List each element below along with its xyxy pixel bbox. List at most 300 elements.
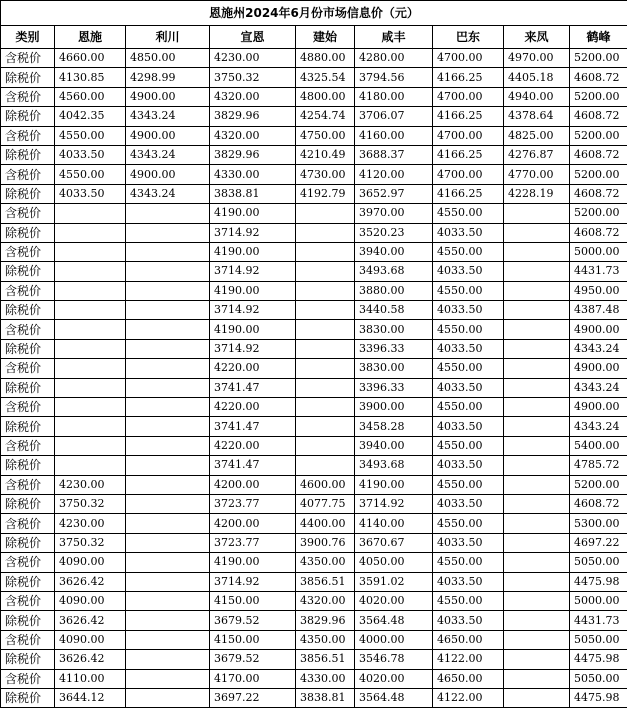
cell-enshi: 4660.00 [55,49,126,68]
table-row [1,475,627,494]
cell-lichuan [126,514,210,533]
cell-category: 含税价 [1,242,55,261]
cell-hefeng: 4608.72 [570,107,627,126]
table-row [1,320,627,339]
cell-lichuan: 4343.24 [126,184,210,203]
cell-badong: 4550.00 [433,204,504,223]
cell-xianfeng: 3794.56 [355,68,433,87]
cell-category: 除税价 [1,68,55,87]
table-row [1,359,627,378]
table-row [1,204,627,223]
cell-laifeng [504,611,570,630]
cell-xianfeng: 3706.07 [355,107,433,126]
cell-laifeng: 4940.00 [504,87,570,106]
table-row [1,184,627,203]
cell-jianshi: 3838.81 [296,688,355,707]
cell-lichuan: 4298.99 [126,68,210,87]
cell-hefeng: 5200.00 [570,204,627,223]
table-body [1,49,627,708]
cell-jianshi: 4350.00 [296,630,355,649]
cell-xuanen: 4190.00 [210,242,296,261]
cell-badong: 4550.00 [433,436,504,455]
cell-category: 除税价 [1,688,55,707]
cell-enshi [55,262,126,281]
cell-hefeng: 5200.00 [570,165,627,184]
cell-jianshi: 4350.00 [296,553,355,572]
cell-category: 含税价 [1,359,55,378]
cell-enshi: 4550.00 [55,126,126,145]
cell-badong: 4033.50 [433,533,504,552]
cell-category: 除税价 [1,494,55,513]
cell-badong: 4166.25 [433,107,504,126]
table-row [1,630,627,649]
cell-category: 除税价 [1,378,55,397]
cell-laifeng [504,669,570,688]
cell-badong: 4550.00 [433,320,504,339]
cell-jianshi: 4880.00 [296,49,355,68]
cell-xuanen: 3714.92 [210,572,296,591]
cell-category: 含税价 [1,436,55,455]
cell-category: 含税价 [1,514,55,533]
table-row [1,398,627,417]
cell-xianfeng: 4180.00 [355,87,433,106]
cell-badong: 4550.00 [433,514,504,533]
cell-laifeng [504,359,570,378]
cell-hefeng: 4900.00 [570,398,627,417]
cell-xuanen: 3697.22 [210,688,296,707]
cell-lichuan [126,417,210,436]
cell-hefeng: 4431.73 [570,611,627,630]
cell-laifeng [504,398,570,417]
cell-xianfeng: 3493.68 [355,262,433,281]
cell-hefeng: 5050.00 [570,630,627,649]
cell-badong: 4033.50 [433,339,504,358]
table-title: 恩施州2024年6月份市场信息价（元） [0,0,627,25]
cell-hefeng: 4608.72 [570,68,627,87]
cell-laifeng [504,301,570,320]
cell-xuanen: 4320.00 [210,87,296,106]
cell-jianshi [296,436,355,455]
cell-lichuan: 4343.24 [126,107,210,126]
cell-laifeng [504,204,570,223]
cell-xianfeng: 4190.00 [355,475,433,494]
cell-jianshi [296,417,355,436]
cell-jianshi [296,223,355,242]
cell-xuanen: 3829.96 [210,145,296,164]
cell-lichuan [126,398,210,417]
cell-xuanen: 3714.92 [210,262,296,281]
cell-laifeng: 4228.19 [504,184,570,203]
cell-lichuan [126,301,210,320]
cell-xianfeng: 4280.00 [355,49,433,68]
cell-lichuan [126,553,210,572]
header-xianfeng: 咸丰 [355,26,433,49]
cell-hefeng: 4475.98 [570,688,627,707]
cell-hefeng: 4431.73 [570,262,627,281]
cell-laifeng [504,494,570,513]
cell-lichuan [126,688,210,707]
cell-jianshi [296,320,355,339]
cell-lichuan [126,204,210,223]
cell-xianfeng: 3970.00 [355,204,433,223]
cell-lichuan [126,533,210,552]
cell-category: 除税价 [1,650,55,669]
cell-xuanen: 3714.92 [210,223,296,242]
cell-enshi: 4110.00 [55,669,126,688]
cell-enshi: 4550.00 [55,165,126,184]
cell-laifeng [504,475,570,494]
header-badong: 巴东 [433,26,504,49]
cell-jianshi: 4325.54 [296,68,355,87]
cell-xianfeng: 3940.00 [355,436,433,455]
cell-xianfeng: 3564.48 [355,688,433,707]
cell-hefeng: 4387.48 [570,301,627,320]
cell-hefeng: 5000.00 [570,242,627,261]
table-row [1,223,627,242]
cell-lichuan [126,456,210,475]
header-category: 类别 [1,26,55,49]
cell-laifeng [504,456,570,475]
cell-hefeng: 4608.72 [570,145,627,164]
table-row [1,301,627,320]
cell-lichuan [126,359,210,378]
cell-enshi [55,320,126,339]
cell-xianfeng: 3830.00 [355,320,433,339]
cell-badong: 4122.00 [433,688,504,707]
cell-xianfeng: 3493.68 [355,456,433,475]
cell-enshi [55,417,126,436]
cell-category: 除税价 [1,107,55,126]
table-row [1,242,627,261]
cell-xianfeng: 4000.00 [355,630,433,649]
cell-xianfeng: 3564.48 [355,611,433,630]
cell-category: 含税价 [1,126,55,145]
cell-lichuan: 4900.00 [126,165,210,184]
cell-jianshi [296,339,355,358]
cell-badong: 4033.50 [433,417,504,436]
cell-xuanen: 3741.47 [210,378,296,397]
cell-lichuan [126,378,210,397]
cell-category: 含税价 [1,87,55,106]
cell-laifeng [504,223,570,242]
cell-category: 含税价 [1,669,55,688]
cell-jianshi: 4330.00 [296,669,355,688]
cell-xianfeng: 4020.00 [355,669,433,688]
cell-laifeng [504,378,570,397]
cell-hefeng: 4475.98 [570,650,627,669]
cell-lichuan [126,572,210,591]
cell-xuanen: 3741.47 [210,417,296,436]
cell-laifeng [504,262,570,281]
cell-category: 除税价 [1,339,55,358]
cell-hefeng: 4608.72 [570,223,627,242]
cell-hefeng: 5200.00 [570,49,627,68]
cell-hefeng: 4608.72 [570,494,627,513]
cell-lichuan [126,611,210,630]
cell-xuanen: 4150.00 [210,630,296,649]
table-row [1,339,627,358]
cell-jianshi [296,204,355,223]
cell-laifeng [504,514,570,533]
cell-lichuan [126,650,210,669]
cell-badong: 4033.50 [433,378,504,397]
table-row [1,126,627,145]
cell-jianshi: 4320.00 [296,591,355,610]
cell-enshi: 4033.50 [55,145,126,164]
cell-lichuan [126,630,210,649]
cell-hefeng: 5050.00 [570,553,627,572]
header-laifeng: 来凤 [504,26,570,49]
cell-badong: 4700.00 [433,165,504,184]
cell-enshi: 4130.85 [55,68,126,87]
cell-jianshi: 4800.00 [296,87,355,106]
cell-lichuan [126,281,210,300]
cell-jianshi: 4730.00 [296,165,355,184]
cell-enshi: 4033.50 [55,184,126,203]
header-enshi: 恩施 [55,26,126,49]
cell-xuanen: 4220.00 [210,359,296,378]
cell-hefeng: 5000.00 [570,591,627,610]
table-row [1,611,627,630]
cell-badong: 4033.50 [433,456,504,475]
cell-badong: 4650.00 [433,630,504,649]
cell-badong: 4550.00 [433,359,504,378]
cell-laifeng: 4825.00 [504,126,570,145]
cell-xianfeng: 3830.00 [355,359,433,378]
cell-hefeng: 4343.24 [570,417,627,436]
cell-badong: 4550.00 [433,281,504,300]
cell-laifeng [504,339,570,358]
cell-category: 含税价 [1,398,55,417]
table-row [1,591,627,610]
cell-category: 含税价 [1,320,55,339]
cell-xuanen: 3679.52 [210,611,296,630]
table-row [1,262,627,281]
cell-hefeng: 4900.00 [570,359,627,378]
cell-jianshi: 4077.75 [296,494,355,513]
cell-jianshi [296,378,355,397]
cell-badong: 4033.50 [433,611,504,630]
table-row [1,494,627,513]
cell-lichuan [126,669,210,688]
cell-hefeng: 4343.24 [570,378,627,397]
cell-category: 含税价 [1,630,55,649]
cell-xianfeng: 4050.00 [355,553,433,572]
cell-lichuan [126,339,210,358]
cell-jianshi: 3900.76 [296,533,355,552]
cell-hefeng: 5200.00 [570,87,627,106]
cell-enshi: 4090.00 [55,553,126,572]
cell-jianshi: 4750.00 [296,126,355,145]
cell-laifeng [504,242,570,261]
cell-hefeng: 5200.00 [570,475,627,494]
cell-enshi [55,204,126,223]
cell-hefeng: 5400.00 [570,436,627,455]
header-jianshi: 建始 [296,26,355,49]
cell-laifeng: 4276.87 [504,145,570,164]
cell-badong: 4650.00 [433,669,504,688]
cell-xianfeng: 3670.67 [355,533,433,552]
cell-jianshi [296,281,355,300]
cell-xianfeng: 4120.00 [355,165,433,184]
cell-lichuan [126,262,210,281]
table-row [1,650,627,669]
cell-enshi: 4090.00 [55,591,126,610]
cell-laifeng: 4770.00 [504,165,570,184]
cell-xuanen: 3829.96 [210,107,296,126]
cell-category: 除税价 [1,184,55,203]
cell-laifeng [504,591,570,610]
cell-jianshi: 4210.49 [296,145,355,164]
cell-jianshi [296,242,355,261]
cell-enshi [55,301,126,320]
cell-enshi: 3626.42 [55,572,126,591]
table-row [1,87,627,106]
cell-lichuan [126,320,210,339]
cell-enshi [55,339,126,358]
cell-xuanen: 4320.00 [210,126,296,145]
cell-laifeng [504,650,570,669]
cell-hefeng: 4475.98 [570,572,627,591]
cell-category: 除税价 [1,145,55,164]
cell-lichuan: 4850.00 [126,49,210,68]
table-row [1,514,627,533]
cell-jianshi [296,262,355,281]
cell-lichuan: 4343.24 [126,145,210,164]
cell-laifeng [504,572,570,591]
cell-hefeng: 5300.00 [570,514,627,533]
cell-category: 除税价 [1,301,55,320]
cell-enshi: 4042.35 [55,107,126,126]
cell-hefeng: 4950.00 [570,281,627,300]
cell-xianfeng: 3880.00 [355,281,433,300]
table-row [1,145,627,164]
cell-hefeng: 5200.00 [570,126,627,145]
table-row [1,107,627,126]
cell-badong: 4550.00 [433,591,504,610]
cell-enshi [55,398,126,417]
cell-laifeng [504,533,570,552]
cell-category: 除税价 [1,572,55,591]
cell-category: 含税价 [1,591,55,610]
cell-xuanen: 3714.92 [210,339,296,358]
cell-jianshi [296,359,355,378]
cell-jianshi: 4254.74 [296,107,355,126]
cell-badong: 4166.25 [433,68,504,87]
cell-enshi [55,281,126,300]
cell-hefeng: 4608.72 [570,184,627,203]
cell-hefeng: 4900.00 [570,320,627,339]
table-row [1,68,627,87]
cell-xuanen: 3750.32 [210,68,296,87]
cell-hefeng: 4697.22 [570,533,627,552]
cell-enshi: 4230.00 [55,475,126,494]
cell-laifeng [504,281,570,300]
cell-xianfeng: 3591.02 [355,572,433,591]
cell-xianfeng: 3652.97 [355,184,433,203]
cell-xuanen: 3723.77 [210,533,296,552]
cell-badong: 4033.50 [433,301,504,320]
cell-xuanen: 4170.00 [210,669,296,688]
cell-enshi [55,359,126,378]
cell-xuanen: 4200.00 [210,475,296,494]
table-row [1,688,627,707]
cell-category: 除税价 [1,611,55,630]
cell-lichuan [126,591,210,610]
cell-category: 含税价 [1,49,55,68]
cell-xuanen: 4230.00 [210,49,296,68]
cell-badong: 4033.50 [433,262,504,281]
cell-laifeng [504,630,570,649]
cell-xianfeng: 4140.00 [355,514,433,533]
cell-badong: 4033.50 [433,223,504,242]
cell-xuanen: 3838.81 [210,184,296,203]
cell-laifeng [504,417,570,436]
cell-jianshi [296,456,355,475]
cell-lichuan [126,242,210,261]
cell-xianfeng: 3396.33 [355,339,433,358]
cell-lichuan: 4900.00 [126,126,210,145]
cell-enshi: 4090.00 [55,630,126,649]
cell-xianfeng: 3520.23 [355,223,433,242]
cell-category: 含税价 [1,204,55,223]
cell-badong: 4550.00 [433,398,504,417]
cell-enshi: 3626.42 [55,611,126,630]
cell-enshi: 3626.42 [55,650,126,669]
cell-badong: 4166.25 [433,145,504,164]
cell-xuanen: 4190.00 [210,320,296,339]
cell-lichuan [126,494,210,513]
cell-category: 除税价 [1,456,55,475]
cell-xuanen: 3741.47 [210,456,296,475]
cell-badong: 4550.00 [433,475,504,494]
cell-hefeng: 4343.24 [570,339,627,358]
cell-hefeng: 4785.72 [570,456,627,475]
table-row [1,378,627,397]
cell-laifeng: 4970.00 [504,49,570,68]
cell-category: 含税价 [1,281,55,300]
cell-lichuan [126,475,210,494]
cell-badong: 4122.00 [433,650,504,669]
cell-jianshi: 3856.51 [296,650,355,669]
cell-laifeng [504,436,570,455]
cell-xuanen: 4190.00 [210,553,296,572]
cell-laifeng: 4405.18 [504,68,570,87]
cell-badong: 4700.00 [433,49,504,68]
cell-xianfeng: 4020.00 [355,591,433,610]
cell-lichuan [126,436,210,455]
cell-badong: 4033.50 [433,572,504,591]
header-row [1,26,627,49]
cell-jianshi: 3829.96 [296,611,355,630]
cell-lichuan: 4900.00 [126,87,210,106]
cell-jianshi: 3856.51 [296,572,355,591]
cell-jianshi [296,398,355,417]
cell-xuanen: 3714.92 [210,301,296,320]
cell-enshi: 3750.32 [55,494,126,513]
header-xuanen: 宣恩 [210,26,296,49]
cell-xuanen: 3723.77 [210,494,296,513]
cell-enshi: 3750.32 [55,533,126,552]
cell-enshi [55,378,126,397]
table-row [1,553,627,572]
cell-badong: 4700.00 [433,126,504,145]
cell-jianshi: 4600.00 [296,475,355,494]
table-row [1,456,627,475]
cell-laifeng: 4378.64 [504,107,570,126]
cell-laifeng [504,320,570,339]
cell-enshi [55,242,126,261]
